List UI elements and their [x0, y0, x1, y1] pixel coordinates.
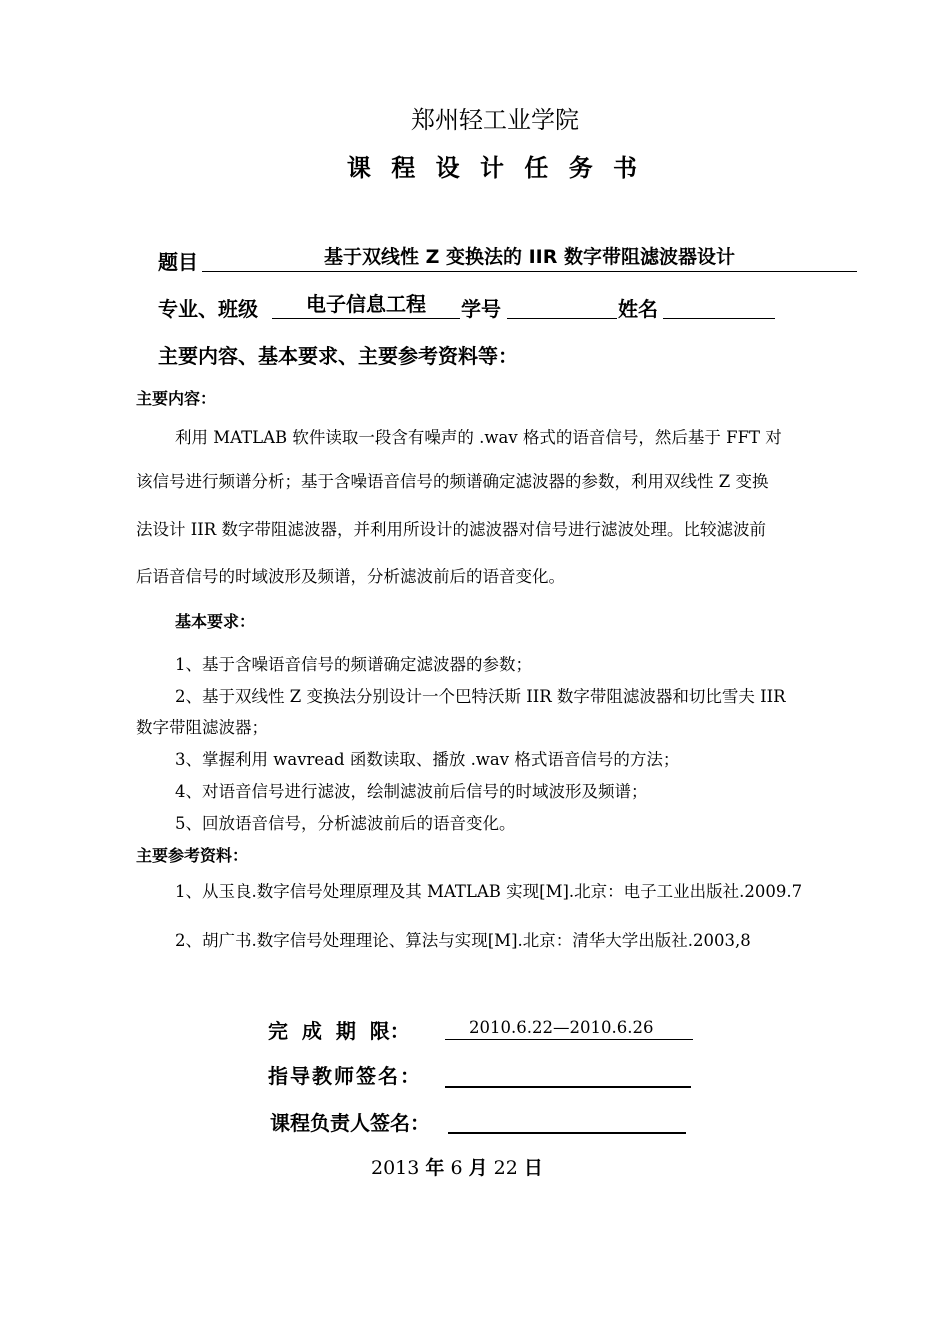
date-month: 6 [450, 1157, 463, 1179]
section-heading: 主要内容、基本要求、主要参考资料等： [158, 344, 518, 368]
requirement-1: 1、基于含噪语音信号的频谱确定滤波器的参数； [175, 655, 532, 674]
requirements-heading: 基本要求： [175, 612, 256, 631]
date-month-unit: 月 [468, 1157, 488, 1179]
document-title: 课 程 设 计 任 务 书 [346, 154, 644, 182]
date-day: 22 [493, 1157, 518, 1179]
advisor-signature-field[interactable] [445, 1060, 691, 1088]
topic-field[interactable] [202, 244, 857, 272]
date-year-unit: 年 [425, 1157, 445, 1179]
deadline-value: 2010.6.22—2010.6.26 [469, 1018, 654, 1037]
owner-signature-field[interactable] [448, 1107, 686, 1134]
content-line-1: 利用 MATLAB 软件读取一段含有噪声的 .wav 格式的语音信号，然后基于 FFT 对 [175, 428, 782, 447]
name-label: 姓名 [618, 297, 658, 321]
content-line-2: 该信号进行频谱分析；基于含噪语音信号的频谱确定滤波器的参数，利用双线性 Z 变换 [136, 472, 769, 491]
content-line-4: 后语音信号的时域波形及频谱，分析滤波前后的语音变化。 [136, 567, 565, 586]
content-heading: 主要内容： [136, 389, 217, 408]
major-label: 专业、班级 [158, 297, 258, 321]
deadline-label: 完 成 期 限： [268, 1019, 410, 1043]
requirement-4: 4、对语音信号进行滤波，绘制滤波前后信号的时域波形及频谱； [175, 782, 648, 801]
owner-signature-label: 课程负责人签名： [270, 1111, 430, 1135]
references-heading: 主要参考资料： [136, 846, 249, 865]
date-year: 2013 [371, 1157, 420, 1179]
content-line-3: 法设计 IIR 数字带阻滤波器，并利用所设计的滤波器对信号进行滤波处理。比较滤波前 [136, 520, 766, 539]
requirement-5: 5、回放语音信号，分析滤波前后的语音变化。 [175, 814, 516, 833]
requirement-3: 3、掌握利用 wavread 函数读取、播放 .wav 格式语音信号的方法； [175, 750, 680, 769]
major-value: 电子信息工程 [306, 292, 426, 316]
name-field[interactable] [663, 291, 775, 319]
deadline-field[interactable] [445, 1016, 693, 1040]
reference-2: 2、胡广书.数字信号处理理论、算法与实现[M].北京：清华大学出版社.2003,8 [175, 931, 751, 950]
date-line [371, 1153, 543, 1180]
requirement-2-cont: 数字带阻滤波器； [136, 718, 268, 737]
topic-label: 题目 [158, 250, 198, 274]
reference-1: 1、从玉良.数字信号处理原理及其 MATLAB 实现[M].北京：电子工业出版社.2009.7 [175, 882, 803, 901]
topic-value: 基于双线性 Z 变换法的 IIR 数字带阻滤波器设计 [323, 246, 735, 268]
school-name: 郑州轻工业学院 [411, 106, 579, 134]
student-id-field[interactable] [507, 291, 617, 319]
major-field[interactable] [272, 291, 460, 319]
advisor-signature-label: 指导教师签名： [268, 1064, 422, 1088]
date-day-unit: 日 [523, 1157, 543, 1179]
student-id-label: 学号 [461, 297, 501, 321]
requirement-2: 2、基于双线性 Z 变换法分别设计一个巴特沃斯 IIR 数字带阻滤波器和切比雪夫 IIR [175, 687, 786, 706]
